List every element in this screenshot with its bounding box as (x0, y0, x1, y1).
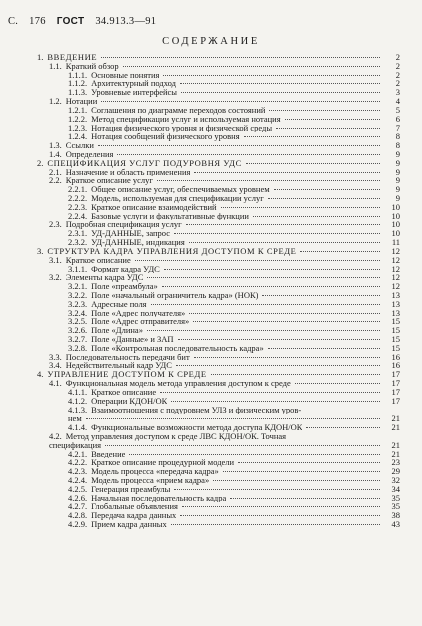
toc-entry (37, 141, 400, 150)
toc-entry-title: Поле «начальный ограничитель кадра» (НОК) (91, 290, 259, 300)
toc-entry (37, 485, 400, 494)
toc-entry-number: 1.2.2. (68, 113, 88, 124)
toc-entry (37, 79, 400, 88)
toc-entry-number: 2.2.4. (68, 210, 88, 221)
dot-leader (189, 241, 380, 243)
toc-entry (37, 511, 400, 520)
toc-entry-title: Глобальные объявления (91, 502, 178, 512)
page-number: 176 (29, 16, 46, 27)
dot-leader (300, 250, 380, 252)
dot-leader (164, 268, 380, 270)
toc-entry-title: Краткое описание процедурной модели (91, 458, 235, 468)
toc-entry-page: 38 (391, 510, 400, 521)
toc-entry-number: 1. (37, 52, 44, 62)
dot-leader (117, 153, 380, 155)
toc-entry-title: спецификация (49, 440, 102, 450)
dot-leader (285, 118, 380, 120)
toc-entry-page: 9 (395, 175, 400, 186)
toc-entry (37, 62, 400, 71)
standard-label: ГОСТ (56, 16, 85, 27)
dot-leader (238, 461, 380, 463)
toc-entry (37, 229, 400, 238)
dot-leader (147, 329, 380, 331)
dot-leader (274, 188, 380, 190)
toc-entry-title: нем (68, 414, 82, 424)
toc-entry (37, 71, 400, 80)
toc-entry-number: 4.2.7. (68, 501, 88, 512)
page-title: СОДЕРЖАНИЕ (162, 36, 260, 47)
toc-entry-title: Начальная последовательность кадра (91, 493, 227, 503)
toc-entry-page: 15 (391, 316, 400, 327)
toc-entry-title: Архитектурный подход (91, 79, 176, 89)
toc-entry-number: 3.2. (49, 272, 62, 283)
dot-leader (171, 400, 380, 402)
toc-entry-page: 23 (391, 457, 400, 468)
dot-leader (246, 162, 380, 164)
toc-entry-number: 1.1.2. (68, 78, 88, 89)
toc-entry-title: Краткое описание услуг (65, 176, 153, 186)
dot-leader (86, 417, 380, 419)
toc-entry-page: 11 (391, 237, 400, 248)
toc-entry-page: 13 (391, 298, 400, 309)
toc-entry-title: Поле «Адрес получателя» (91, 308, 186, 318)
toc-entry-page: 16 (391, 360, 400, 371)
toc-entry-title: Метод спецификации услуг и используемая нотация (91, 114, 281, 124)
dot-leader (129, 453, 380, 455)
toc-entry (37, 317, 400, 326)
toc-entry (37, 88, 400, 97)
toc-entry-page: 8 (395, 131, 400, 142)
toc-entry (37, 379, 400, 388)
dot-leader (178, 338, 380, 340)
toc-entry-title: Прием кадра данных (91, 520, 167, 529)
toc-entry-number: 3.2.7. (68, 334, 88, 344)
toc-entry-number: 4.1.3. (68, 404, 88, 415)
dot-leader (253, 215, 380, 217)
dot-leader (276, 127, 380, 129)
toc-entry-page: 35 (391, 492, 400, 503)
toc-entry (37, 309, 400, 318)
dot-leader (101, 100, 380, 102)
toc-entry-title: Поле «Контрольная последовательность кадра» (91, 343, 264, 353)
toc-entry-page: 43 (391, 519, 400, 530)
dot-leader (180, 514, 380, 516)
toc-entry-title: Назначение и область применения (65, 167, 191, 177)
toc-entry-title: УД-ДАННЫЕ, индикация (91, 238, 185, 247)
toc-entry-title: Недействительный кадр УДС (65, 361, 172, 371)
toc-entry-number: 4.2.1. (68, 448, 88, 459)
toc-entry (37, 238, 400, 247)
dot-leader (105, 444, 380, 446)
dot-leader (223, 470, 380, 472)
toc-entry-page: 35 (391, 501, 400, 512)
toc-entry-page: 6 (395, 113, 400, 124)
toc-entry-title: Краткий обзор (65, 61, 119, 71)
toc-entry-number: 2.2.2. (68, 193, 88, 203)
toc-entry-title: Базовые услуги и факультативные функции (91, 211, 249, 221)
toc-entry (37, 291, 400, 300)
toc-entry-page: 2 (395, 78, 400, 89)
toc-entry-title: Ссылки (65, 141, 94, 150)
toc-entry (37, 168, 400, 177)
toc-entry-number: 3.2.4. (68, 307, 88, 318)
toc-entry-number: 4.2. (49, 430, 62, 441)
toc-entry (37, 220, 400, 229)
toc-entry-title: Модель процесса «передача кадра» (91, 467, 219, 476)
toc-entry (37, 265, 400, 274)
toc-entry-page: 10 (391, 228, 400, 239)
toc-entry-number: 4.2.3. (68, 466, 88, 477)
dot-leader (306, 426, 380, 428)
toc-entry-page: 34 (391, 483, 400, 494)
toc-entry-title: Краткое описание (91, 387, 157, 397)
dot-leader (182, 505, 380, 507)
toc-entry (37, 97, 400, 106)
toc-entry-number: 2. (37, 157, 44, 168)
dot-leader (194, 171, 380, 173)
toc-entry-title: Передача кадра данных (91, 511, 177, 521)
toc-entry (37, 458, 400, 467)
toc-entry-number: 1.1.3. (68, 87, 88, 98)
toc-entry-page: 9 (395, 157, 400, 168)
dot-leader (176, 364, 380, 366)
toc-entry-title: Введение (91, 449, 126, 459)
toc-entry (37, 247, 400, 256)
toc-entry-number: 1.2.3. (68, 122, 88, 133)
toc-entry-page: 12 (391, 272, 400, 283)
toc-entry-page: 5 (395, 104, 400, 115)
dot-leader (262, 294, 380, 296)
toc-entry (37, 115, 400, 124)
toc-entry-number: 3.2.5. (68, 316, 88, 327)
dot-leader (180, 82, 380, 84)
dot-leader (147, 276, 380, 278)
toc-entry-title: Функциональная модель метода управления доступом к среде (65, 379, 291, 388)
toc-entry-number: 2.3.1. (68, 228, 88, 239)
dot-leader (186, 223, 380, 225)
toc-entry (37, 397, 400, 406)
toc-entry (37, 432, 400, 441)
toc-entry-title: Элементы кадра УДС (65, 273, 144, 283)
toc-entry (37, 159, 400, 168)
dot-leader (244, 135, 380, 137)
toc-entry-title: ВВЕДЕНИЕ (47, 53, 98, 62)
toc-entry-page: 15 (391, 325, 400, 336)
toc-entry-page: 12 (391, 245, 400, 256)
standard-number: 34.913.3—91 (95, 16, 157, 27)
toc-entry-page: 13 (391, 289, 400, 300)
dot-leader (174, 232, 380, 234)
toc-entry-page: 12 (391, 254, 400, 265)
dot-leader (189, 312, 380, 314)
toc-entry (37, 282, 400, 291)
dot-leader (135, 259, 380, 261)
toc-entry-number: 4.1.1. (68, 386, 88, 397)
toc-entry (37, 335, 400, 344)
dot-leader (181, 91, 380, 93)
toc-entry (37, 406, 400, 415)
table-of-contents (37, 53, 400, 529)
toc-entry (37, 194, 400, 203)
toc-entry-number: 3.2.1. (68, 281, 88, 292)
toc-entry-page: 15 (391, 342, 400, 353)
toc-entry-number: 3.1. (49, 254, 62, 265)
dot-leader (295, 382, 380, 384)
toc-entry-page: 7 (395, 122, 400, 133)
toc-entry-number: 2.3.2. (68, 237, 88, 248)
toc-entry (37, 520, 400, 529)
dot-leader (211, 373, 380, 375)
toc-entry (37, 502, 400, 511)
toc-entry-title: Функциональные возможности метода доступа КДОН/ОК (91, 423, 303, 432)
toc-entry (37, 423, 400, 432)
toc-entry-number: 4. (37, 369, 44, 380)
toc-entry (37, 494, 400, 503)
toc-entry-title: СПЕЦИФИКАЦИЯ УСЛУГ ПОДУРОВНЯ УДС (47, 158, 242, 168)
toc-entry (37, 106, 400, 115)
dot-leader (123, 65, 380, 67)
toc-entry-number: 4.1.4. (68, 422, 88, 433)
toc-entry-title: Формат кадра УДС (91, 264, 160, 274)
toc-entry (37, 414, 400, 423)
toc-entry-page: 17 (391, 395, 400, 406)
toc-entry-number: 4.2.8. (68, 510, 88, 521)
dot-leader (268, 347, 380, 349)
toc-entry-page: 10 (391, 201, 400, 212)
dot-leader (101, 56, 380, 58)
toc-entry-page: 32 (391, 475, 400, 485)
toc-entry-page: 2 (395, 69, 400, 80)
toc-entry-page: 15 (391, 334, 400, 344)
toc-entry-title: Краткое описание взаимодействий (91, 202, 217, 212)
toc-entry-number: 4.2.9. (68, 519, 88, 530)
toc-entry (37, 273, 400, 282)
toc-entry-number: 1.4. (49, 148, 62, 159)
toc-entry-number: 4.1.2. (68, 395, 88, 406)
toc-entry-page: 17 (391, 378, 400, 389)
toc-entry-number: 3.1.1. (68, 263, 88, 274)
toc-entry-page: 9 (395, 148, 400, 159)
toc-entry-page: 3 (395, 87, 400, 98)
toc-entry-number: 2.2.1. (68, 184, 88, 195)
toc-entry (37, 450, 400, 459)
toc-entry-page: 9 (395, 193, 400, 203)
toc-entry-title: Краткое описание (65, 255, 131, 265)
toc-entry-title: УД-ДАННЫЕ, запрос (91, 229, 171, 239)
toc-entry-number: 1.1. (49, 60, 62, 71)
toc-entry (37, 370, 400, 379)
toc-entry-title: Основные понятия (91, 70, 160, 80)
toc-entry (37, 388, 400, 397)
toc-entry-number: 4.2.4. (68, 475, 88, 485)
toc-entry-title: Последовательность передачи бит (65, 352, 190, 362)
toc-entry-page: 17 (391, 369, 400, 380)
dot-leader (193, 320, 380, 322)
toc-entry-number: 3. (37, 245, 44, 256)
toc-entry-page: 21 (391, 448, 400, 459)
toc-entry-number: 3.2.6. (68, 325, 88, 336)
toc-entry-number: 3.2.2. (68, 289, 88, 300)
page-label: С. (8, 16, 19, 27)
toc-entry-page: 9 (395, 184, 400, 195)
dot-leader (269, 109, 380, 111)
toc-entry-page: 13 (391, 307, 400, 318)
toc-entry-title: Модель процесса «прием кадра» (91, 476, 210, 485)
page-header (8, 16, 164, 27)
toc-entry-number: 3.2.3. (68, 298, 88, 309)
dot-leader (221, 206, 380, 208)
toc-entry-title: Поле «Данные» и ЗАП (91, 335, 174, 344)
toc-entry (37, 344, 400, 353)
toc-entry (37, 132, 400, 141)
toc-entry-number: 3.4. (49, 360, 62, 371)
toc-entry-number: 2.1. (49, 166, 62, 177)
toc-entry-number: 2.3. (49, 219, 62, 230)
toc-entry-title: Определения (65, 149, 114, 159)
toc-entry-title: Операции КДОН/ОК (91, 396, 168, 406)
dot-leader (162, 285, 380, 287)
toc-entry-number: 2.2.3. (68, 201, 88, 212)
toc-entry (37, 353, 400, 362)
toc-entry-number: 4.2.6. (68, 492, 88, 503)
toc-entry-page: 9 (395, 166, 400, 177)
toc-entry-number: 4.2.2. (68, 457, 88, 468)
toc-entry-number: 1.2. (49, 96, 62, 107)
toc-entry (37, 212, 400, 221)
dot-leader (151, 303, 380, 305)
toc-entry-title: Поле «преамбула» (91, 282, 158, 291)
toc-entry-page: 4 (395, 96, 400, 107)
toc-entry (37, 185, 400, 194)
toc-entry-page: 17 (391, 386, 400, 397)
toc-entry-number: 2.2. (49, 175, 62, 186)
toc-entry (37, 124, 400, 133)
toc-entry-page: 2 (395, 52, 400, 62)
toc-entry-number: 1.2.1. (68, 104, 88, 115)
toc-entry-page: 8 (395, 140, 400, 151)
dot-leader (174, 488, 380, 490)
dot-leader (98, 144, 380, 146)
toc-entry (37, 300, 400, 309)
toc-entry-title: Взаимоотношения с подуровнем УЛЗ и физическим уров- (91, 405, 302, 415)
toc-entry-page: 21 (391, 439, 400, 450)
dot-leader (230, 497, 380, 499)
toc-entry (37, 476, 400, 485)
toc-entry (37, 176, 400, 185)
toc-entry-title: Подробная спецификация услуг (65, 220, 182, 230)
dot-leader (157, 179, 380, 181)
toc-entry-page: 10 (391, 210, 400, 221)
toc-entry-number: 4.2.5. (68, 483, 88, 494)
toc-entry-page: 2 (395, 60, 400, 71)
toc-entry-number: 1.1.1. (68, 69, 88, 80)
toc-entry-number: 3.3. (49, 351, 62, 362)
toc-entry-number: 3.2.8. (68, 342, 88, 353)
toc-entry-page: 16 (391, 351, 400, 362)
toc-entry-title: Соглашения по диаграмме переходов состояний (91, 105, 266, 115)
toc-entry (37, 256, 400, 265)
toc-entry-title: Нотации (65, 97, 98, 106)
toc-entry-title: Уровневые интерфейсы (91, 88, 178, 98)
toc-entry-title: Метод управления доступом к среде ЛВС КДОН/ОК. Точная (65, 431, 287, 441)
toc-entry-title: УПРАВЛЕНИЕ ДОСТУПОМ К СРЕДЕ (47, 370, 207, 380)
toc-entry-number: 1.3. (49, 140, 62, 151)
toc-entry (37, 53, 400, 62)
toc-entry-page: 10 (391, 219, 400, 230)
toc-entry-title: Нотация сообщений физического уровня (91, 132, 240, 142)
dot-leader (268, 197, 380, 199)
dot-leader (160, 391, 380, 393)
toc-entry (37, 441, 400, 450)
toc-entry-title: СТРУКТУРА КАДРА УПРАВЛЕНИЯ ДОСТУПОМ К СРЕДЕ (47, 246, 297, 256)
toc-entry (37, 150, 400, 159)
toc-entry (37, 326, 400, 335)
toc-entry-number: 1.2.4. (68, 131, 88, 142)
toc-entry-title: Адресные поля (91, 299, 147, 309)
toc-entry-page: 12 (391, 281, 400, 292)
toc-entry-title: Модель, используемая для спецификации услуг (91, 194, 264, 203)
dot-leader (163, 74, 380, 76)
dot-leader (213, 479, 380, 481)
toc-entry (37, 361, 400, 370)
toc-entry-title: Общее описание услуг, обеспечиваемых уровнем (91, 185, 270, 194)
toc-entry-title: Нотация физического уровня и физической среды (91, 123, 273, 133)
dot-leader (194, 356, 380, 358)
toc-entry (37, 203, 400, 212)
toc-entry-page: 29 (391, 466, 400, 477)
toc-entry-page: 21 (391, 413, 400, 424)
dot-leader (171, 523, 380, 525)
toc-entry-title: Поле «Адрес отправителя» (91, 317, 190, 327)
toc-entry-page: 21 (391, 422, 400, 433)
toc-entry-number: 4.1. (49, 378, 62, 389)
toc-entry-title: Генерация преамбулы (91, 484, 171, 494)
toc-entry-title: Поле «Длина» (91, 326, 143, 335)
toc-entry (37, 467, 400, 476)
toc-entry-page: 12 (391, 263, 400, 274)
